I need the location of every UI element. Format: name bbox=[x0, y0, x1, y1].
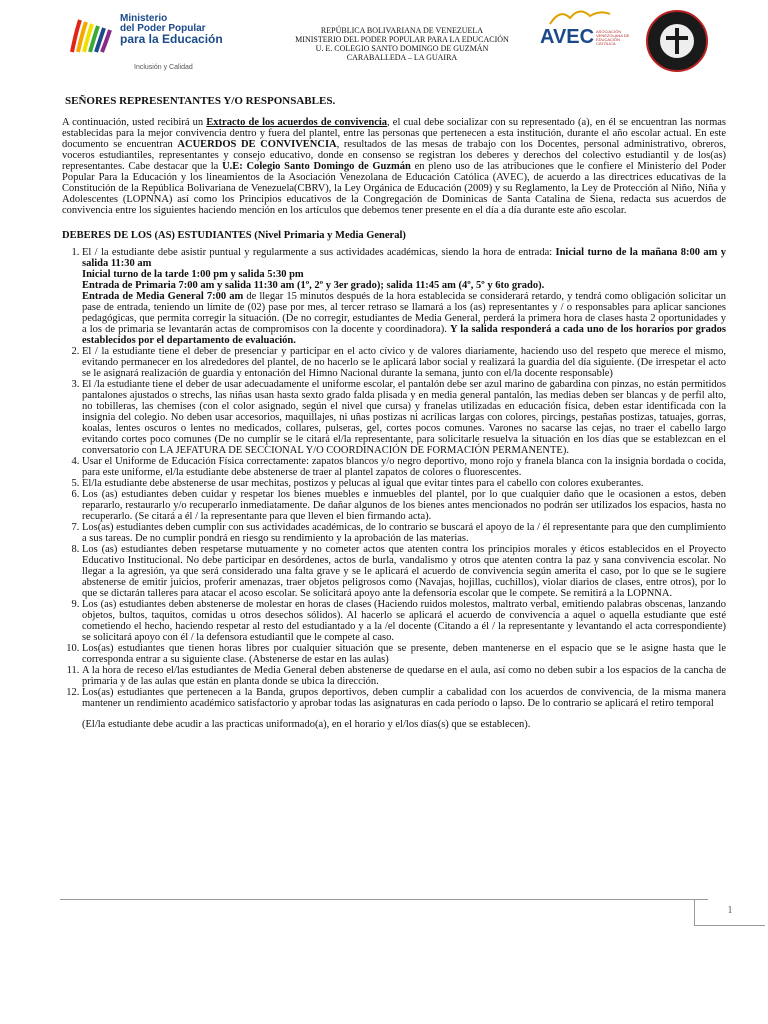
ministry-tagline: Inclusión y Calidad bbox=[134, 64, 193, 71]
item-1-text: El / la estudiante debe asistir puntual y regularmente a sus actividades académicas, siendo la hora de entrada: bbox=[82, 247, 556, 258]
page-title: SEÑORES REPRESENTANTES Y/O RESPONSABLES. bbox=[65, 95, 336, 107]
seal-cross-icon bbox=[660, 24, 694, 58]
intro-extract-title: Extracto de los acuerdos de convivencia bbox=[206, 117, 388, 128]
avec-logo bbox=[540, 6, 636, 56]
list-item: 4. Usar el Uniforme de Educación Física correctamente: zapatos blancos y/o negro deportivo, mono rojo y franela blanca con la insignia bordada o cocida, para este uniforme, el/la estudiante debe abstenerse de traer al plantel zapatos de colores o fluorescentes. bbox=[82, 456, 726, 478]
list-item: 12. Los(as) estudiantes que pertenecen a la Banda, grupos deportivos, deben cumplir a cabalidad con los acuerdos de convivencia, de la misma manera mantener un rendimiento académico satisfactorio y aprobar todas las asignaturas en cada período o lapso. De lo contrario se aplicará el retiro temporal bbox=[82, 687, 726, 709]
ministry-name bbox=[120, 14, 223, 44]
intro-text-1: A continuación, usted recibirá un bbox=[62, 117, 207, 128]
footer-divider bbox=[60, 899, 708, 900]
heading-line-4: CARABALLEDA – LA GUAIRA bbox=[346, 53, 458, 62]
intro-text-3: , resultados de las mesas de trabajo con los Docentes, personal administrativo, obreros, voceros estudiantiles, representantes y consejo educativo, donde en consenso se registran los deberes y derechos del colectivo estudiantil y de los(as) representantes. Cabe destacar que la bbox=[62, 139, 726, 172]
avec-flame-icon bbox=[540, 6, 636, 26]
duties-list bbox=[62, 247, 726, 709]
ministry-bars-icon bbox=[66, 12, 114, 60]
closing-note: (El/la estudiante debe acudir a las practicas uniformado(a), en el horario y el/los días(s) que se establecen). bbox=[82, 719, 531, 730]
heading-line-3: U. E. COLEGIO SANTO DOMINGO DE GUZMÁN bbox=[315, 44, 489, 53]
ministry-line-1: Ministerio bbox=[120, 13, 168, 24]
ministry-line-2: del Poder Popular bbox=[120, 23, 206, 34]
page-number: 1 bbox=[727, 905, 733, 916]
school-seal-icon bbox=[646, 10, 708, 72]
list-item bbox=[82, 247, 726, 346]
avec-wordmark: AVEC bbox=[540, 26, 595, 48]
ministry-line-3: para la Educación bbox=[120, 32, 223, 46]
intro-school-name: U.E: Colegio Santo Domingo de Guzmán bbox=[222, 161, 411, 172]
page-number-box bbox=[694, 899, 765, 926]
item-1-primaria: Entrada de Primaria 7:00 am y salida 11:30 am (1º, 2º y 3er grado); salida 11:45 am (4º, 5º y 6to grado). bbox=[82, 280, 545, 291]
item-1-inicial-tarde: Inicial turno de la tarde 1:00 pm y salida 5:30 pm bbox=[82, 269, 304, 280]
item-1-inicial-manana: Inicial turno de la mañana 8:00 am y salida 11:30 am bbox=[82, 247, 726, 269]
item-1-retardo: de llegar 15 minutos después de la hora establecida se considerará retardo, y tendrá como obligación solicitar un pase de entrada, teniendo un límite de (02) pase por mes, al tercer retraso se llamará a los (as) representantes y / o responsables para aplicar sanciones pedagógicas, que permita corregir la situación. (De no corregir, estudiantes de Media General, perderá la primera hora de clases hasta 2 oportunidades y a los de primaria se levantarán actas de compromisos con la docente y coordinadora). bbox=[82, 291, 726, 335]
list-item: 5. El/la estudiante debe abstenerse de usar mechitas, postizos y pelucas al igual que evitar tintes para el cabello con colores exuberantes. bbox=[82, 478, 726, 489]
list-item: 7. Los(as) estudiantes deben cumplir con sus actividades académicas, de lo contrario se buscará el apoyo de la / él representante para que den cumplimiento a sus tareas. De no cumplir pondrá en riesgo su rendimiento y la aprobación de las materias. bbox=[82, 522, 726, 544]
page-header bbox=[0, 0, 768, 88]
list-item: 9. Los (as) estudiantes deben abstenerse de molestar en horas de clases (Haciendo ruidos molestos, maltrato verbal, emitiendo palabras obscenas, lanzando objetos, bultos, taquitos, comidas u otros desechos sólidos). Al hacerlo se aplicará el acuerdo de convivencia a aquel o aquella estudiante que esté cometiendo el hecho, haciendo respetar al resto del estudiantado y a la /el docente (Citando a él / la representante y levantando el acta correspondiente) se solicitará apoyo con él / la defensora estudiantil que le compete al caso. bbox=[82, 599, 726, 643]
intro-text-4: en pleno uso de las atribuciones que le confiere el Ministerio del Poder Popular Para la Educación y los lineamientos de la Asociación Venezolana de Educación Católica (AVEC), de acuerdo a las directrices educativas de la Constitución de la República Bolivariana de Venezuela(CBRV), la Ley Orgánica de Educación (2009) y su Reglamento, la Ley de Protección al Niño, Niña y Adolescentes (LOPNNA) así como los Principios educativos de la Congregación de Dominicas de Santa Catalina de Siena, redacta sus acuerdos de convivencia entre los siguientes haciendo mención en los artículos que debemos tener presente en el día a día durante este año escolar. bbox=[62, 161, 726, 216]
list-item: 10. Los(as) estudiantes que tienen horas libres por cualquier situación que se presente, deben mantenerse en el espacio que se le asigne hasta que le corresponda entrar a su siguiente clase. (Abstenerse de estar en las aulas) bbox=[82, 643, 726, 665]
intro-text-2: , el cual debe socializar con su representado (a), en él se encuentran las normas establecidas para la mejor convivencia dentro y fuera del plantel, entre las personas que pertenecen a esta institución, durante el año escolar actual. En este documento se encuentran bbox=[62, 117, 727, 150]
list-item: 6. Los (as) estudiantes deben cuidar y respetar los bienes muebles e inmuebles del plantel, por lo que cualquier daño que le ocasionen a estos, deben repararlo, restaurarlo y/o recuperarlo inmediatamente. De dañar algunos de los bienes antes mencionados no podrán ser utilizados los espacios, hasta no recuperarlo. (Se citará a él / la representante para que lleven el bien firmando acta). bbox=[82, 489, 726, 522]
list-item: 8. Los (as) estudiantes deben respetarse mutuamente y no cometer actos que atenten contra los principios morales y éticos establecidos en el Proyecto Educativo Institucional. No debe participar en desórdenes, actos de burla, vandalismo y otros que atenten contra la paz y sana convivencia escolar. No llegar a la agresión, ya que será considerado una falta grave y se le aplicará el acuerdo de convivencia según amerita el caso, por lo que se le sugiere abstenerse de emitir juicios, proferir amenazas, traer objetos peligrosos como (Navajas, hojillas, cuchillos), violar diarios de clases, entre otros), por lo que se dictarán talleres para atacar el acoso escolar. Se solicitará apoyo ante la defensoría escolar que le compete. Se remitirá a la LOPNNA. bbox=[82, 544, 726, 599]
intro-acuerdos: ACUERDOS DE CONVIVENCIA bbox=[177, 139, 337, 150]
heading-line-1: REPÚBLICA BOLIVARIANA DE VENEZUELA bbox=[320, 26, 484, 35]
heading-line-2: MINISTERIO DEL PODER POPULAR PARA LA EDUCACIÓN bbox=[295, 35, 509, 44]
list-item: 2. El / la estudiante tiene el deber de presenciar y participar en el acto cívico y de valores diariamente, haciendo uso del respeto que merece el mismo, evitando permanecer en los alrededores del plantel, de no hacerlo se le aplicará labor social y realizará la guardia del día siguiente. (De irrespetar el acto se le asignará realización de guardia y entonación del Himno Nacional durante la semana, junto con el/la docente responsable) bbox=[82, 346, 726, 379]
item-1-media: Entrada de Media General 7:00 am bbox=[82, 291, 244, 302]
ministry-logo bbox=[66, 12, 236, 71]
avec-subtitle: ASOCIACIÓN VENEZOLANA DE EDUCACIÓN CATÓLICA bbox=[596, 29, 630, 46]
list-item: 11. A la hora de receso el/las estudiantes de Media General deben abstenerse de quedarse en el aula, así como no deben subir a los espacios de la cancha de primaria y de las aulas que están en planta donde se ubica la dirección. bbox=[82, 665, 726, 687]
duties-heading: DEBERES DE LOS (AS) ESTUDIANTES (Nivel Primaria y Media General) bbox=[62, 230, 406, 241]
list-item: 3. El /la estudiante tiene el deber de usar adecuadamente el uniforme escolar, el pantalón debe ser azul marino de gabardina con pinzas, no están permitidos pantalones ajustados o strechs, las niñas usan hasta sexto grado falda plisada y en media general pantalón, las medias deben ser blancas y de perfil alto, no tobilleras, las chemises (con el color asignado, según el nivel que cursa) y franelas utilizadas en educación física, deben estar identificada con la insignia del colegio. No deben usar accesorios, maquillajes, ni uñas postizas ni acrílicas largas con colores, pircings, pestañas postizas, tatuajes, gorras, koalas, lentes oscuros o lentes no medicados, collares, pulseras, gel, cortes pocos comunes. Varones no sacarse las cejas, no traer el cabello largo evitando cortes poco comunes (De no cumplir se le citará el/la representante, para solicitarle resuelva la situación en los días que se establezcan en el conversatorio con LA JEFATURA DE SECCIONAL Y/O COORDINACIÓN DE FORMACIÓN PERMANENTE). bbox=[82, 379, 726, 456]
institution-heading bbox=[272, 26, 532, 62]
intro-paragraph bbox=[62, 117, 726, 216]
item-1-salida: Y la salida responderá a cada uno de los horarios por grados establecidos por el departamento de evaluación. bbox=[82, 324, 726, 346]
document-body bbox=[62, 96, 726, 730]
